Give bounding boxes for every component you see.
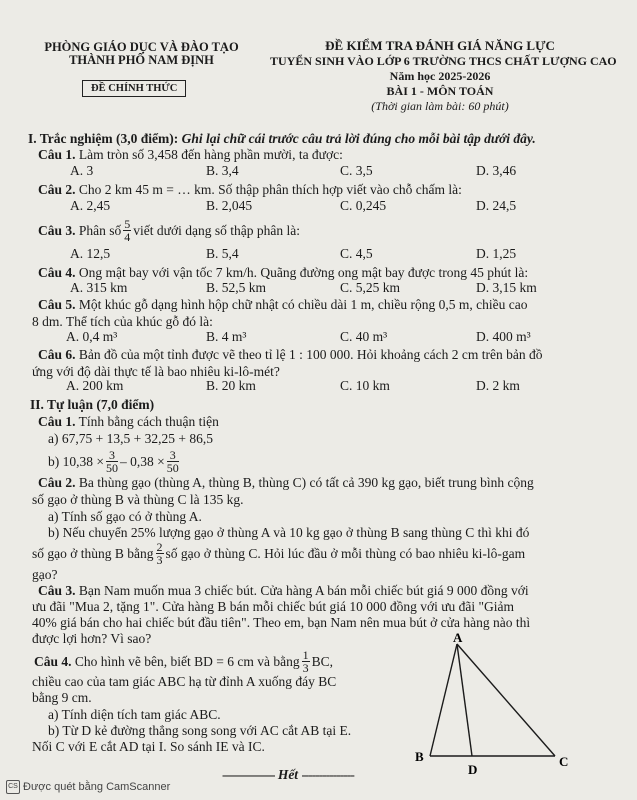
camscanner-watermark	[6, 780, 170, 794]
q2-option-b: B. 2,045	[206, 198, 253, 213]
exam-subtitle: TUYỂN SINH VÀO LỚP 6 TRƯỜNG THCS CHẤT LƯỢNG CAO	[270, 54, 617, 68]
fraction-1-3: $\frac{1}{3}$	[302, 647, 309, 675]
eq4-part-a: a) Tính diện tích tam giác ABC.	[48, 707, 221, 722]
point-d-label: D	[468, 762, 478, 777]
eq4-part-b-line1: b) Từ D kẻ đường thẳng song song với AC cắt AB tại E.	[48, 723, 352, 738]
camscanner-logo-icon: CS	[6, 780, 20, 794]
mc-question-1: Câu 1. Làm tròn số 3,458 đến hàng phần mười, ta được:	[38, 147, 343, 162]
q4-option-d: D. 3,15 km	[476, 280, 537, 295]
essay-question-3: Câu 3. Bạn Nam muốn mua 3 chiếc bút. Cửa hàng A bán mỗi chiếc bút giá 9 000 đồng với ưu đãi "Mua 2, tặng 1". Cửa hàng B bán mỗi chiếc bút giá 10 000 đồng với ưu đãi "Giảm 40% giá bán cho hai chiếc bút đầu tiên". Theo em, bạn Nam nên mua bút ở cửa hàng nào thì được lợi hơn? Vì sao?	[32, 583, 531, 646]
mc-question-6: Câu 6. Bản đồ của một tỉnh được vẽ theo tỉ lệ 1 : 100 000. Hỏi khoảng cách 2 cm trên bản đồ ứng với độ dài thực tế là bao nhiêu ki-lô-mét?	[32, 347, 543, 379]
q5-option-c: C. 40 m³	[340, 329, 388, 344]
vertex-c-label: C	[559, 754, 569, 769]
exam-title: ĐỀ KIỂM TRA ĐÁNH GIÁ NĂNG LỰC	[325, 38, 555, 53]
dept-line-2: THÀNH PHỐ NAM ĐỊNH	[69, 53, 214, 67]
q5-option-b: B. 4 m³	[206, 329, 247, 344]
eq2-part-a: a) Tính số gạo có ở thùng A.	[48, 509, 202, 524]
q2-option-d: D. 24,5	[476, 198, 517, 213]
q1-option-a: A. 3	[70, 163, 94, 178]
school-year: Năm học 2025-2026	[389, 69, 491, 83]
eq1-part-a: a) 67,75 + 13,5 + 32,25 + 86,5	[48, 431, 213, 446]
q6-option-d: D. 2 km	[476, 378, 520, 393]
mc-question-5: Câu 5. Một khúc gỗ dạng hình hộp chữ nhật có chiều dài 1 m, chiều rộng 0,5 m, chiều cao 8 dm. Thể tích của khúc gỗ đó là:	[32, 297, 528, 329]
q3-option-d: D. 1,25	[476, 246, 517, 261]
q2-option-c: C. 0,245	[340, 198, 387, 213]
eq1-part-b: b) 10,38 × $\frac{3}{50}$ – 0,38 × $\frac{3}{50}$	[48, 447, 179, 475]
essay-question-2: Câu 2. Ba thùng gạo (thùng A, thùng B, thùng C) có tất cả 390 kg gạo, biết trung bình cộng số gạo ở thùng B và thùng C là 135 kg.	[32, 475, 534, 507]
q4-option-b: B. 52,5 km	[206, 280, 267, 295]
eq4-part-b-line2: Nối C với E cắt AD tại I. So sánh IE và IC.	[32, 739, 265, 754]
segment-ad	[457, 644, 472, 756]
official-label: ĐỀ CHÍNH THỨC	[82, 80, 186, 97]
q5-option-d: D. 400 m³	[476, 329, 531, 344]
q2-option-a: A. 2,45	[70, 198, 111, 213]
time-allowed: (Thời gian làm bài: 60 phút)	[371, 99, 509, 113]
mc-question-2: Câu 2. Cho 2 km 45 m = … km. Số thập phân thích hợp viết vào chỗ chấm là:	[38, 182, 462, 197]
essay-question-1: Câu 1. Tính bằng cách thuận tiện	[38, 414, 219, 429]
exam-header	[270, 38, 617, 114]
q1-option-d: D. 3,46	[476, 163, 517, 178]
part1-instruction: Ghi lại chữ cái trước câu trả lời đúng cho mỗi bài tập dưới đây.	[181, 131, 536, 146]
mc-question-3: Câu 3. Phân số $\frac{5}{4}$ viết dưới dạng số thập phân là:	[38, 216, 300, 244]
segment-ab	[430, 644, 457, 756]
scanner-text: Được quét bằng CamScanner	[23, 780, 171, 793]
mc-question-4: Câu 4. Ong mật bay với vận tốc 7 km/h. Quãng đường ong mật bay được trong 45 phút là:	[38, 265, 529, 280]
eq2-part-b-line3: gạo?	[32, 567, 58, 582]
fraction-3-50-b: $\frac{3}{50}$	[166, 447, 179, 475]
eq2-part-b-line2: số gạo ở thùng B bằng $\frac{2}{3}$ số gạo ở thùng C. Hỏi lúc đầu ở mỗi thùng có bao nhiêu ki-lô-gam	[32, 539, 526, 567]
dept-line-1: PHÒNG GIÁO DỤC VÀ ĐÀO TẠO	[44, 40, 239, 54]
q3-option-b: B. 5,4	[206, 246, 239, 261]
department-name	[44, 40, 239, 68]
q6-option-c: C. 10 km	[340, 378, 390, 393]
eq4-text: chiều cao của tam giác ABC hạ từ đỉnh A xuống đáy BC bằng 9 cm.	[32, 674, 337, 705]
q1-option-c: C. 3,5	[340, 163, 373, 178]
q3-option-a: A. 12,5	[70, 246, 111, 261]
q1-option-b: B. 3,4	[206, 163, 239, 178]
part1-heading: I. Trắc nghiệm (3,0 điểm):	[28, 131, 179, 146]
q6-option-a: A. 200 km	[66, 378, 124, 393]
subject: BÀI 1 - MÔN TOÁN	[386, 84, 494, 98]
segment-ac	[457, 644, 555, 756]
q4-option-a: A. 315 km	[70, 280, 128, 295]
q5-option-a: A. 0,4 m³	[66, 329, 118, 344]
q3-option-c: C. 4,5	[340, 246, 373, 261]
essay-question-4: Câu 4. Cho hình vẽ bên, biết BD = 6 cm và bằng $\frac{1}{3}$ BC,	[34, 647, 333, 675]
fraction-2-3: $\frac{2}{3}$	[156, 539, 163, 567]
fraction-5-4: $\frac{5}{4}$	[124, 216, 131, 244]
part1-heading-line	[28, 130, 536, 147]
end-mark: --------------- Hết ---------------	[222, 767, 354, 782]
vertex-b-label: B	[415, 749, 424, 764]
eq2-part-b-line1: b) Nếu chuyển 25% lượng gạo ở thùng A và 10 kg gạo ở thùng B sang thùng C thì khi đó	[48, 525, 530, 540]
q4-option-c: C. 5,25 km	[340, 280, 401, 295]
vertex-a-label: A	[453, 630, 463, 645]
q6-option-b: B. 20 km	[206, 378, 256, 393]
fraction-3-50-a: $\frac{3}{50}$	[105, 447, 118, 475]
triangle-figure	[395, 630, 595, 780]
part2-heading: II. Tự luận (7,0 điểm)	[30, 397, 155, 412]
